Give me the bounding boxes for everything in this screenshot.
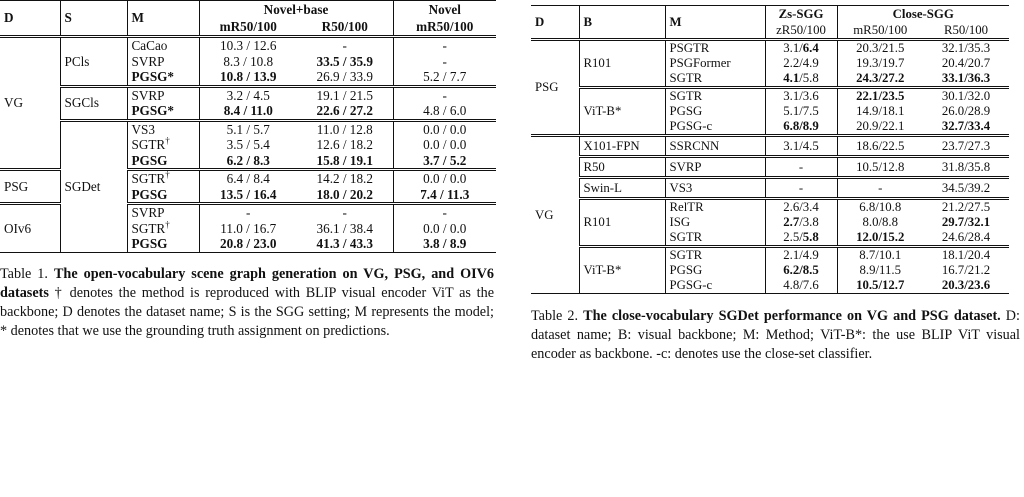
model-cell: SVRP <box>127 86 199 103</box>
header-r50: R50/100 <box>943 22 989 37</box>
value-cell: 6.8/10.8 <box>859 200 902 214</box>
table-row <box>531 88 1009 105</box>
value-cell: 20.8 / 23.0 <box>220 236 277 251</box>
table-row <box>531 178 1009 199</box>
value-cell: 6.8/8.9 <box>765 119 837 136</box>
value-cell: 24.3/27.2 <box>856 71 905 85</box>
group-x101: X101-FPN <box>579 136 665 157</box>
group-sgcls: SGCls <box>60 86 127 120</box>
value-cell: 20.3/21.5 <box>856 41 905 55</box>
value-cell: 18.0 / 20.2 <box>297 187 393 204</box>
model-name: SGTR <box>131 171 166 186</box>
header-d: D <box>0 1 60 37</box>
value-cell: 24.6/28.4 <box>941 230 991 244</box>
value-cell: 26.9 / 33.9 <box>297 69 393 86</box>
value-cell: 19.3/19.7 <box>856 56 905 70</box>
model-cell: PSGFormer <box>665 56 765 71</box>
value-part: 4.1 <box>783 71 800 85</box>
value-cell: 11.0 / 16.7 <box>220 220 277 236</box>
value-cell: 12.0/15.2 <box>856 230 905 244</box>
model-cell: VS3 <box>665 178 765 199</box>
value-cell: - <box>442 87 447 103</box>
model-cell: PGSG* <box>127 103 199 120</box>
value-cell <box>765 215 837 230</box>
value-cell: 14.2 / 18.2 <box>297 170 393 187</box>
header-m: M <box>127 1 199 37</box>
value-cell: 0.0 / 0.0 <box>423 171 467 186</box>
value-cell: 3.7 / 5.2 <box>423 152 467 168</box>
value-cell: - <box>297 204 393 221</box>
value-cell: 20.9/22.1 <box>856 119 905 133</box>
value-part: 2.5 <box>783 230 800 244</box>
value-part: 2.7 <box>783 215 800 229</box>
value-cell: 22.6 / 27.2 <box>297 103 393 120</box>
value-cell <box>765 40 837 57</box>
value-cell: 7.4 / 11.3 <box>420 186 470 202</box>
value-cell: 26.0/28.9 <box>941 104 991 118</box>
value-cell: 8.4 / 11.0 <box>223 103 273 118</box>
value-cell: 32.7/33.4 <box>941 119 991 133</box>
header-mr50: mR50/100 <box>219 19 277 34</box>
value-cell: 8.7/10.1 <box>859 248 902 262</box>
model-cell: ISG <box>665 215 765 230</box>
header-d: D <box>531 6 579 40</box>
value-cell: 8.0/8.8 <box>862 215 899 229</box>
value-separator: / <box>799 230 803 244</box>
group-oiv6: OIv6 <box>0 204 60 253</box>
table-row <box>531 199 1009 216</box>
value-cell: 6.4 / 8.4 <box>226 171 270 186</box>
value-cell: 3.1/4.5 <box>765 136 837 157</box>
value-cell: 6.2/8.5 <box>765 263 837 278</box>
value-cell: - <box>765 178 837 199</box>
value-cell: - <box>442 38 447 53</box>
header-novel-mr50: mR50/100 <box>416 19 474 34</box>
value-cell: 4.8 / 6.0 <box>423 103 467 118</box>
header-close-sgg: Close-SGG <box>892 6 954 21</box>
model-cell: PGSG <box>127 236 199 252</box>
value-cell: 3.8 / 8.9 <box>423 236 467 251</box>
value-cell: 29.7/32.1 <box>941 215 991 229</box>
value-cell: 21.2/27.5 <box>941 200 991 214</box>
table-2-header-row <box>531 6 1009 23</box>
caption-bold: The open-vocabulary scene graph generation on VG, PSG, and OIV6 datasets <box>0 265 494 301</box>
model-cell <box>127 137 199 153</box>
value-cell: 8.3 / 10.8 <box>223 53 274 69</box>
value-cell: 4.8/7.6 <box>765 278 837 294</box>
model-cell: SGTR <box>665 230 765 247</box>
value-separator: / <box>799 71 803 85</box>
model-cell: PGSG-c <box>665 119 765 136</box>
value-cell: 20.4/20.7 <box>941 56 991 70</box>
group-sgdet: SGDet <box>60 120 127 252</box>
header-mr50: mR50/100 <box>853 22 908 37</box>
value-cell: 3.1/3.6 <box>765 88 837 105</box>
model-cell: CaCao <box>127 37 199 54</box>
header-zs-sgg: Zs-SGG <box>765 6 837 23</box>
model-cell: SGTR <box>665 247 765 264</box>
table-1-header-row <box>0 1 496 19</box>
value-cell: 16.7/21.2 <box>941 263 991 277</box>
group-vg: VG <box>531 136 579 294</box>
dagger-mark: † <box>165 219 170 230</box>
value-cell: - <box>442 205 447 220</box>
model-cell: PGSG <box>127 187 199 204</box>
value-part: 5.8 <box>802 71 819 85</box>
value-cell: 5.1 / 5.7 <box>226 121 270 137</box>
value-cell: 18.1/20.4 <box>941 248 991 262</box>
caption-bold: The close-vocabulary SGDet performance on VG and PSG dataset. <box>583 308 1001 324</box>
value-separator: / <box>799 41 803 55</box>
value-separator: / <box>799 215 803 229</box>
value-cell: 32.1/35.3 <box>941 41 991 55</box>
value-cell: 10.8 / 13.9 <box>220 69 277 84</box>
value-cell: 31.8/35.8 <box>941 159 991 174</box>
value-cell: 41.3 / 43.3 <box>297 236 393 252</box>
model-cell: PGSG <box>127 153 199 170</box>
group-vitb-vg: ViT-B* <box>579 247 665 294</box>
group-r101-vg: R101 <box>579 199 665 247</box>
header-novel: Novel <box>428 2 461 17</box>
table-2-caption <box>531 307 1024 364</box>
model-cell: SVRP <box>665 157 765 178</box>
table-row <box>0 120 496 137</box>
dagger-mark: † <box>165 135 170 146</box>
table-row <box>531 40 1009 57</box>
value-cell: 30.1/32.0 <box>941 89 991 103</box>
table-2-panel <box>531 5 1024 364</box>
value-cell: - <box>442 53 447 69</box>
value-part: 3.1 <box>783 41 800 55</box>
value-cell: 14.9/18.1 <box>856 104 905 118</box>
caption-text: † denotes the method is reproduced with BLIP visual encoder ViT as the backbone; D denotes the dataset name; S is the SGG setting; M represents the model; * denotes that we use the grounding truth assignment on predictions. <box>0 284 494 339</box>
value-cell: 5.2 / 7.7 <box>423 69 467 84</box>
value-cell: 8.9/11.5 <box>859 263 901 277</box>
table-row <box>531 247 1009 264</box>
model-cell: SGTR <box>665 71 765 88</box>
value-cell: 15.8 / 19.1 <box>297 153 393 170</box>
dagger-mark: † <box>165 169 170 180</box>
table-row <box>531 136 1009 157</box>
value-cell: 13.5 / 16.4 <box>220 186 277 202</box>
model-cell: PSGTR <box>665 40 765 57</box>
header-m: M <box>665 6 765 40</box>
model-cell: RelTR <box>665 199 765 216</box>
group-vitb: ViT-B* <box>579 88 665 136</box>
value-cell: 11.0 / 12.8 <box>297 120 393 137</box>
value-cell: 10.5/12.8 <box>856 159 905 174</box>
table-2 <box>531 5 1009 294</box>
value-cell: 12.6 / 18.2 <box>297 137 393 153</box>
model-cell: SVRP <box>127 204 199 221</box>
header-novel-base: Novel+base <box>199 1 393 19</box>
value-cell: 0.0 / 0.0 <box>423 137 467 152</box>
model-cell: SGTR <box>665 88 765 105</box>
header-s: S <box>60 1 127 37</box>
header-r50: R50/100 <box>297 19 393 37</box>
value-part: 3.8 <box>802 215 819 229</box>
value-cell: - <box>765 157 837 178</box>
value-cell: 33.5 / 35.9 <box>297 54 393 70</box>
value-cell: 0.0 / 0.0 <box>423 220 467 236</box>
value-part: 6.4 <box>802 41 819 55</box>
model-cell: SSRCNN <box>665 136 765 157</box>
table-row <box>531 157 1009 178</box>
group-vg: VG <box>0 37 60 170</box>
value-cell <box>765 230 837 247</box>
caption-prefix: Table 1. <box>0 265 54 282</box>
group-psg: PSG <box>0 170 60 204</box>
value-cell: 34.5/39.2 <box>941 180 991 195</box>
group-pcls: PCls <box>60 37 127 87</box>
group-r50: R50 <box>579 157 665 178</box>
table-1 <box>0 0 496 253</box>
value-cell: 22.1/23.5 <box>856 89 905 103</box>
value-cell: 2.1/4.9 <box>765 247 837 264</box>
value-cell: 6.2 / 8.3 <box>226 152 270 168</box>
value-cell <box>765 71 837 88</box>
model-cell: VS3 <box>127 120 199 137</box>
value-cell: 2.6/3.4 <box>765 199 837 216</box>
value-cell: 10.3 / 12.6 <box>220 38 277 53</box>
value-cell: - <box>878 180 883 195</box>
value-cell: 23.7/27.3 <box>941 138 991 153</box>
value-cell: 33.1/36.3 <box>941 71 991 85</box>
value-cell: - <box>297 37 393 54</box>
group-psg: PSG <box>531 40 579 136</box>
header-b: B <box>579 6 665 40</box>
value-part: 5.8 <box>802 230 819 244</box>
value-cell: 18.6/22.5 <box>856 138 905 153</box>
value-cell: 3.2 / 4.5 <box>226 87 270 103</box>
model-cell: PGSG-c <box>665 278 765 294</box>
model-cell: PGSG <box>665 104 765 119</box>
model-name: SGTR <box>131 220 166 236</box>
value-cell: 20.3/23.6 <box>941 278 991 292</box>
value-cell: 19.1 / 21.5 <box>297 86 393 103</box>
value-cell: 5.1/7.5 <box>765 104 837 119</box>
table-1-panel <box>0 0 498 341</box>
model-name: SGTR <box>131 137 166 152</box>
model-cell: PGSG* <box>127 69 199 86</box>
caption-text: D: dataset name; B: visual backbone; M: Method; ViT-B*: the use BLIP ViT visual encoder as backbone. -c: denotes use the close-set classifier. <box>531 308 1020 362</box>
value-cell: 2.2/4.9 <box>765 56 837 71</box>
value-cell: 36.1 / 38.4 <box>297 221 393 237</box>
model-cell <box>127 170 199 187</box>
value-cell: - <box>246 205 251 220</box>
table-row <box>0 37 496 54</box>
group-swin: Swin-L <box>579 178 665 199</box>
value-cell: 10.5/12.7 <box>856 278 905 292</box>
table-1-caption <box>0 265 498 341</box>
value-cell: 0.0 / 0.0 <box>423 121 467 137</box>
table-row <box>0 86 496 103</box>
model-cell: PGSG <box>665 263 765 278</box>
header-zr50: zR50/100 <box>765 23 837 40</box>
value-cell: 3.5 / 5.4 <box>226 137 270 152</box>
caption-prefix: Table 2. <box>531 308 584 324</box>
group-r101: R101 <box>579 40 665 88</box>
model-cell: SVRP <box>127 54 199 70</box>
model-cell <box>127 221 199 237</box>
